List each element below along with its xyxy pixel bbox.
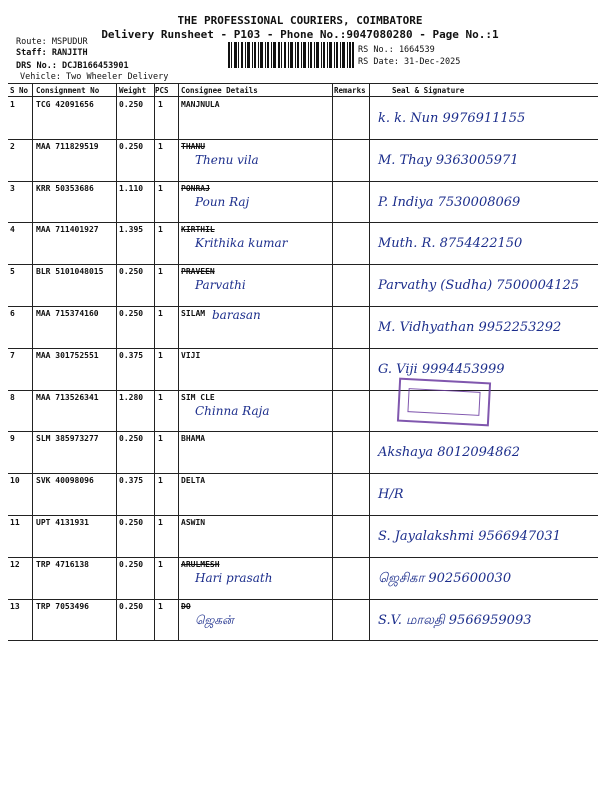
row-weight: 0.250 [119,560,144,569]
row-weight: 0.375 [119,476,144,485]
handwritten-name: Chinna Raja [195,404,270,418]
handwritten-name: Krithika kumar [195,236,288,250]
consignee-name: ASWIN [181,518,206,527]
row-sno: 1 [10,100,15,109]
consignment-number: MAA 711829519 [36,142,99,151]
signature-text: P. Indiya 7530008069 [378,195,521,210]
consignee-name: ARULMESH [181,560,220,569]
row-sno: 3 [10,184,15,193]
row-sno: 6 [10,309,15,318]
row-pcs: 1 [158,309,163,318]
col-remarks: Remarks [334,86,366,95]
row-pcs: 1 [158,393,163,402]
signature-text: M. Thay 9363005971 [378,153,519,168]
row-weight: 0.375 [119,351,144,360]
consignment-number: TCG 42091656 [36,100,94,109]
consignment-number: TRP 7053496 [36,602,89,611]
row-sno: 13 [10,602,20,611]
row-pcs: 1 [158,184,163,193]
row-weight: 0.250 [119,518,144,527]
col-weight: Weight [119,86,147,95]
consignee-name: SILAM [181,309,206,318]
company-title: THE PROFESSIONAL COURIERS, COIMBATORE [177,14,423,27]
row-pcs: 1 [158,434,163,443]
col-consignment: Consignment No [36,86,100,95]
row-divider [8,264,598,265]
consignment-number: MAA 301752551 [36,351,99,360]
consignee-name: PRAVEEN [181,267,215,276]
handwritten-name: Thenu vila [195,153,259,167]
signature-text: H/R [378,487,404,502]
consignment-number: KRR 50353686 [36,184,94,193]
row-divider [8,431,598,432]
row-weight: 1.395 [119,225,144,234]
signature-text: M. Vidhyathan 9952253292 [378,320,562,335]
handwritten-name: barasan [212,308,261,322]
row-pcs: 1 [158,100,163,109]
consignment-number: BLR 5101048015 [36,267,104,276]
row-divider [8,181,598,182]
signature-text: k. k. Nun 9976911155 [378,111,526,126]
consignee-name: KIRTHIL [181,225,215,234]
row-pcs: 1 [158,142,163,151]
row-divider [8,390,598,391]
runsheet-subtitle: Delivery Runsheet - P103 - Phone No.:9047080280 - Page No.:1 [101,28,499,41]
row-weight: 0.250 [119,602,144,611]
row-pcs: 1 [158,225,163,234]
consignment-number: MAA 713526341 [36,393,99,402]
row-divider [8,306,598,307]
consignee-name: DO [181,602,191,611]
row-sno: 11 [10,518,20,527]
signature-text: G. Viji 9994453999 [378,362,505,377]
row-weight: 1.110 [119,184,144,193]
signature-text: S. Jayalakshmi 9566947031 [378,529,561,544]
row-sno: 12 [10,560,20,569]
row-pcs: 1 [158,602,163,611]
consignment-number: UPT 4131931 [36,518,89,527]
row-weight: 0.250 [119,309,144,318]
consignment-number: MAA 715374160 [36,309,99,318]
row-sno: 2 [10,142,15,151]
staff-text: Staff: RANJITH [16,48,88,58]
row-weight: 0.250 [119,100,144,109]
col-seal: Seal & Signature [392,86,465,95]
row-divider [8,640,598,641]
row-weight: 0.250 [119,267,144,276]
row-weight: 0.250 [119,434,144,443]
consignee-name: DELTA [181,476,206,485]
handwritten-name: Poun Raj [195,195,250,209]
row-divider [8,473,598,474]
consignee-name: SIM CLE [181,393,215,402]
route-text: Route: MSPUDUR [16,37,88,47]
row-sno: 4 [10,225,15,234]
row-divider [8,348,598,349]
consignee-name: VIJI [181,351,201,360]
consignment-number: MAA 711401927 [36,225,99,234]
row-divider [8,557,598,558]
signature-text: Muth. R. 8754422150 [378,236,523,251]
col-consignee: Consignee Details [181,86,258,95]
signature-text: Parvathy (Sudha) 7500004125 [378,278,580,293]
rs-number: RS No.: 1664539 [358,45,435,55]
col-sno: S No [10,86,29,95]
consignee-name: BHAMA [181,434,206,443]
col-pcs: PCS [155,86,169,95]
consignee-name: THANU [181,142,206,151]
row-sno: 5 [10,267,15,276]
row-divider [8,515,598,516]
row-pcs: 1 [158,476,163,485]
row-pcs: 1 [158,518,163,527]
consignee-name: MANJNULA [181,100,220,109]
row-sno: 10 [10,476,20,485]
row-weight: 1.280 [119,393,144,402]
row-divider [8,222,598,223]
vehicle-text: Vehicle: Two Wheeler Delivery [20,72,169,82]
row-weight: 0.250 [119,142,144,151]
consignment-number: TRP 4716138 [36,560,89,569]
row-sno: 7 [10,351,15,360]
row-sno: 9 [10,434,15,443]
consignment-number: SLM 385973277 [36,434,99,443]
row-divider [8,599,598,600]
row-divider [8,139,598,140]
drs-number: DRS No.: DCJB166453901 [16,61,129,71]
rs-date: RS Date: 31-Dec-2025 [358,57,461,67]
delivery-stamp [397,378,491,427]
row-pcs: 1 [158,560,163,569]
row-pcs: 1 [158,351,163,360]
row-pcs: 1 [158,267,163,276]
handwritten-name: Parvathi [195,278,246,292]
signature-text: S.V. மாலதி 9566959093 [378,613,532,628]
row-sno: 8 [10,393,15,402]
consignee-name: PONRAJ [181,184,210,193]
consignment-number: SVK 40098096 [36,476,94,485]
handwritten-name: ஜெகன் [195,613,234,627]
barcode-image [228,42,354,68]
signature-text: Akshaya 8012094862 [378,445,520,460]
signature-text: ஜெசிகா 9025600030 [378,571,512,586]
handwritten-name: Hari prasath [195,571,273,585]
